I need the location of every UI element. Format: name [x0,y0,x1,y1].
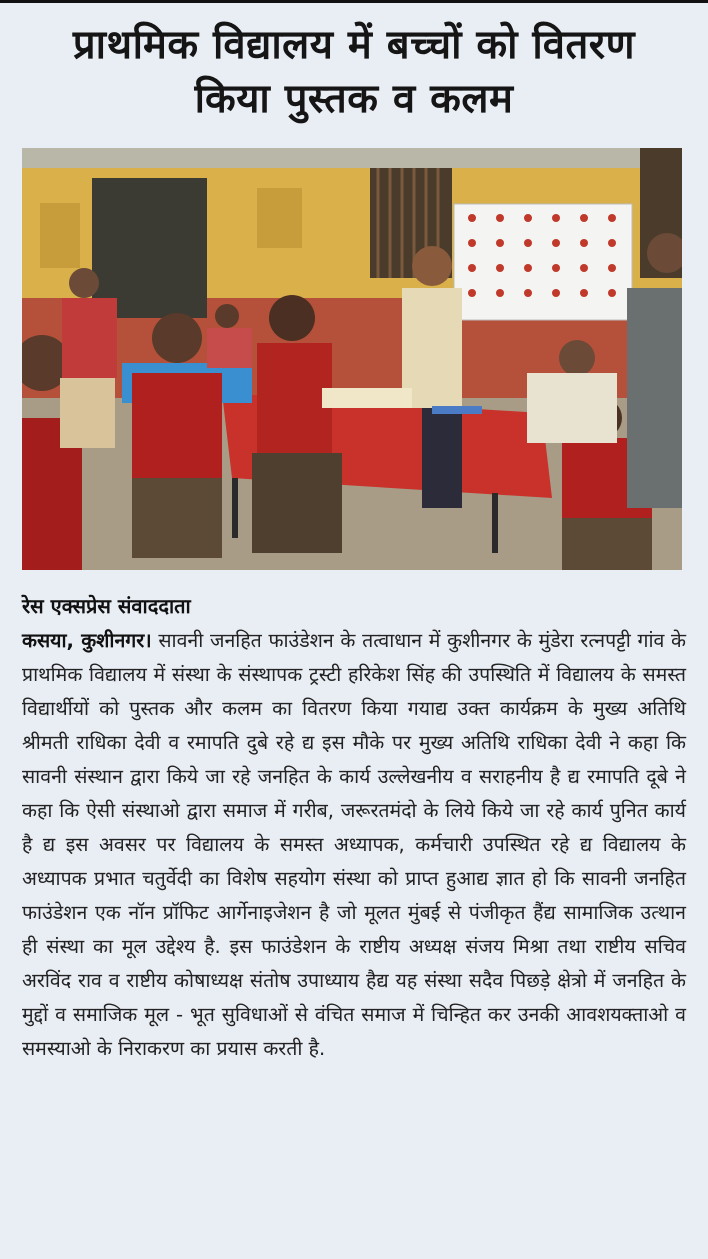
article-text: सावनी जनहित फाउंडेशन के तत्वाधान में कुशीनगर के मुंडेरा रत्नपट्टी गांव के प्राथमिक विद्यालय में संस्था के संस्थापक ट्रस्टी हरिकेश सिंह की उपस्थिति में विद्यालय के समस्त विद्यार्थीयों को पुस्तक और कलम का वितरण किया गयाद्य उक्त कार्यक्रम के मुख्य अतिथि श्रीमती राधिका देवी व रमापति दुबे रहे द्य इस मौके पर मुख्य अतिथि राधिका देवी ने कहा कि सावनी संस्थान द्वारा किये जा रहे जनहित के कार्य उल्लेखनीय व सराहनीय है द्य रमापति दूबे ने कहा कि ऐसी संस्थाओ द्वारा समाज में गरीब, जरूरतमंदो के लिये किये जा रहे कार्य पुनित कार्य है द्य इस अवसर पर विद्यालय के समस्त अध्यापक, कर्मचारी उपस्थित रहे द्य विद्यालय के अध्यापक प्रभात चतुर्वेदी का विशेष सहयोग संस्था को प्राप्त हुआद्य ज्ञात हो कि सावनी जनहित फाउंडेशन एक नॉन प्रॉफिट आर्गेनाइजेशन है जो मूलत मुंबई से पंजीकृत हैंद्य सामाजिक उत्थान ही संस्था का मूल उद्देश्य है. इस फाउंडेशन के राष्टीय अध्यक्ष संजय मिश्रा तथा राष्टीय सचिव अरविंद राव व राष्टीय कोषाध्यक्ष संतोष उपाध्याय हैद्य यह संस्था सदैव पिछड़े क्षेत्रो में जनहित के मुद्दों व समाजिक मूल - भूत सुविधाओं से वंचित समाज में चिन्हित कर उनकी आवशयक्ताओ व समस्याओ के निराकरण का प्रयास करती है. [22,629,687,1060]
news-photo [22,148,682,570]
article-body [22,624,686,1066]
dateline: कसया, कुशीनगर। [22,629,152,652]
top-rule [0,0,708,3]
headline-line-1: प्राथमिक विद्यालय में बच्चों को वितरण [72,22,636,68]
headline [0,18,708,126]
byline: रेस एक्सप्रेस संवाददाता [22,594,191,618]
headline-line-2: किया पुस्तक व कलम [194,76,514,122]
